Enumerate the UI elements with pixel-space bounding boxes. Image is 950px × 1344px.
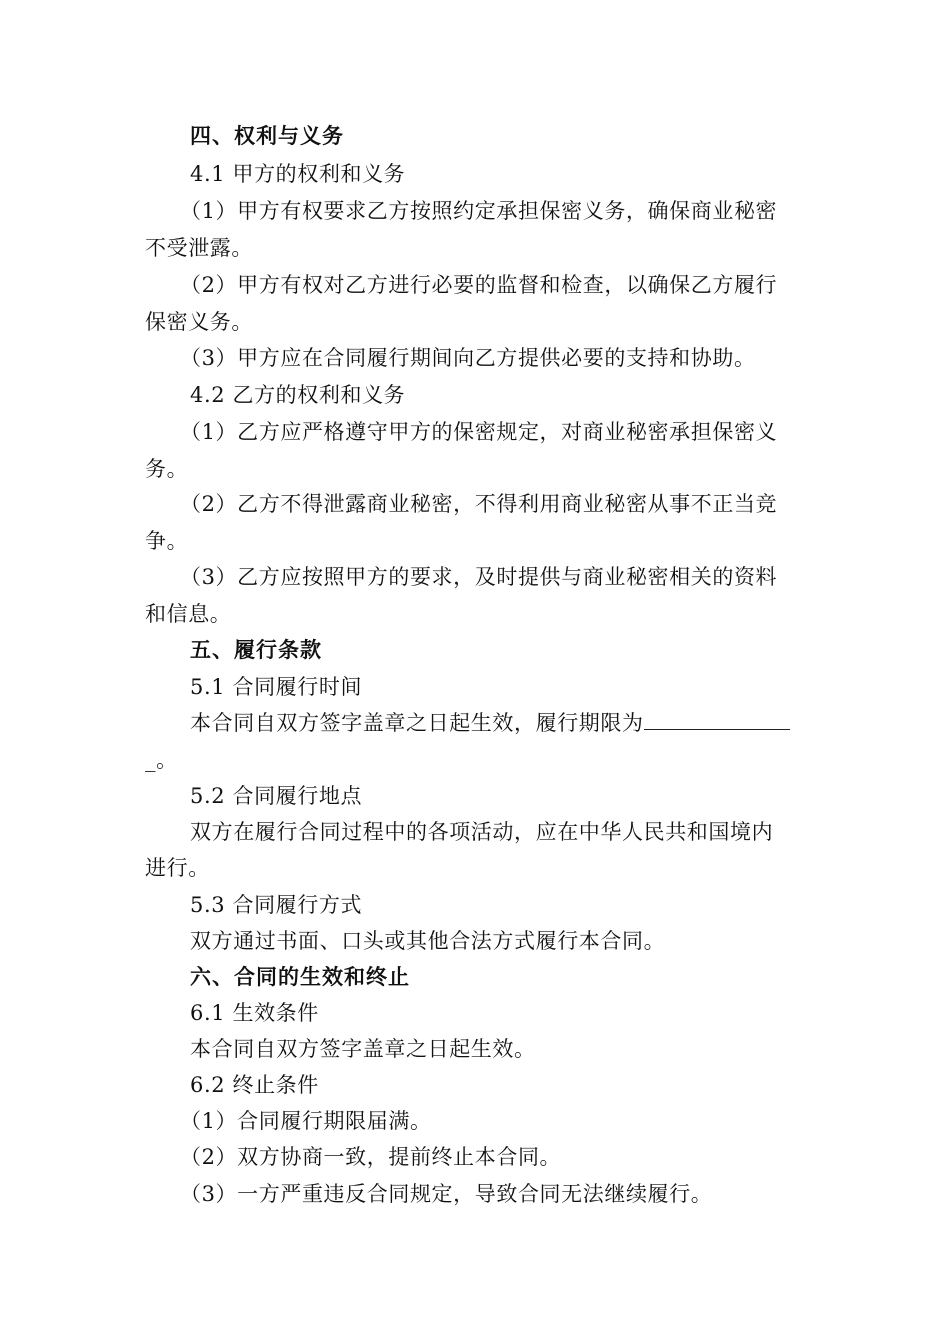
- section-5-2-heading: 5.2 合同履行地点: [190, 784, 363, 808]
- section-5-2-text-line-2: 进行。: [145, 856, 210, 880]
- section-5-3-heading: 5.3 合同履行方式: [190, 893, 363, 917]
- section-4-2-heading: 4.2 乙方的权利和义务: [190, 383, 406, 407]
- section-4-1-item-2-line-2: 保密义务。: [145, 310, 253, 334]
- section-4-2-item-3-line-1: （3）乙方应按照甲方的要求，及时提供与商业秘密相关的资料: [180, 565, 778, 589]
- section-6-2-item-3: （3）一方严重违反合同规定，导致合同无法继续履行。: [180, 1182, 713, 1206]
- section-4-heading: 四、权利与义务: [190, 124, 344, 148]
- section-6-1-heading: 6.1 生效条件: [190, 1001, 319, 1025]
- section-4-1-heading: 4.1 甲方的权利和义务: [190, 162, 406, 186]
- section-5-1-text: 本合同自双方签字盖章之日起生效，履行期限为: [190, 711, 644, 735]
- section-4-1-item-1-line-2: 不受泄露。: [145, 236, 253, 260]
- section-6-2-heading: 6.2 终止条件: [190, 1073, 319, 1097]
- section-5-1-heading: 5.1 合同履行时间: [190, 675, 363, 699]
- section-4-2-item-2-line-1: （2）乙方不得泄露商业秘密，不得利用商业秘密从事不正当竞: [180, 492, 778, 516]
- section-4-2-item-2-line-2: 争。: [145, 529, 189, 553]
- section-4-2-item-3-line-2: 和信息。: [145, 602, 232, 626]
- section-5-1-text-line-2: _。: [145, 748, 178, 772]
- section-6-2-item-2: （2）双方协商一致，提前终止本合同。: [180, 1145, 562, 1169]
- section-5-2-text-line-1: 双方在履行合同过程中的各项活动，应在中华人民共和国境内: [190, 820, 774, 844]
- section-4-1-item-1-line-1: （1）甲方有权要求乙方按照约定承担保密义务，确保商业秘密: [180, 199, 778, 223]
- fill-in-blank-line[interactable]: [644, 709, 790, 730]
- section-4-2-item-1-line-1: （1）乙方应严格遵守甲方的保密规定，对商业秘密承担保密义: [180, 420, 778, 444]
- section-4-1-item-3: （3）甲方应在合同履行期间向乙方提供必要的支持和协助。: [180, 346, 756, 370]
- section-6-heading: 六、合同的生效和终止: [190, 965, 410, 989]
- section-6-1-text: 本合同自双方签字盖章之日起生效。: [190, 1037, 536, 1061]
- section-4-2-item-1-line-2: 务。: [145, 457, 189, 481]
- section-5-1-text-line-1: [190, 709, 790, 737]
- section-4-1-item-2-line-1: （2）甲方有权对乙方进行必要的监督和检查，以确保乙方履行: [180, 273, 778, 297]
- section-5-heading: 五、履行条款: [190, 638, 322, 662]
- section-6-2-item-1: （1）合同履行期限届满。: [180, 1109, 432, 1133]
- section-5-3-text: 双方通过书面、口头或其他合法方式履行本合同。: [190, 929, 666, 953]
